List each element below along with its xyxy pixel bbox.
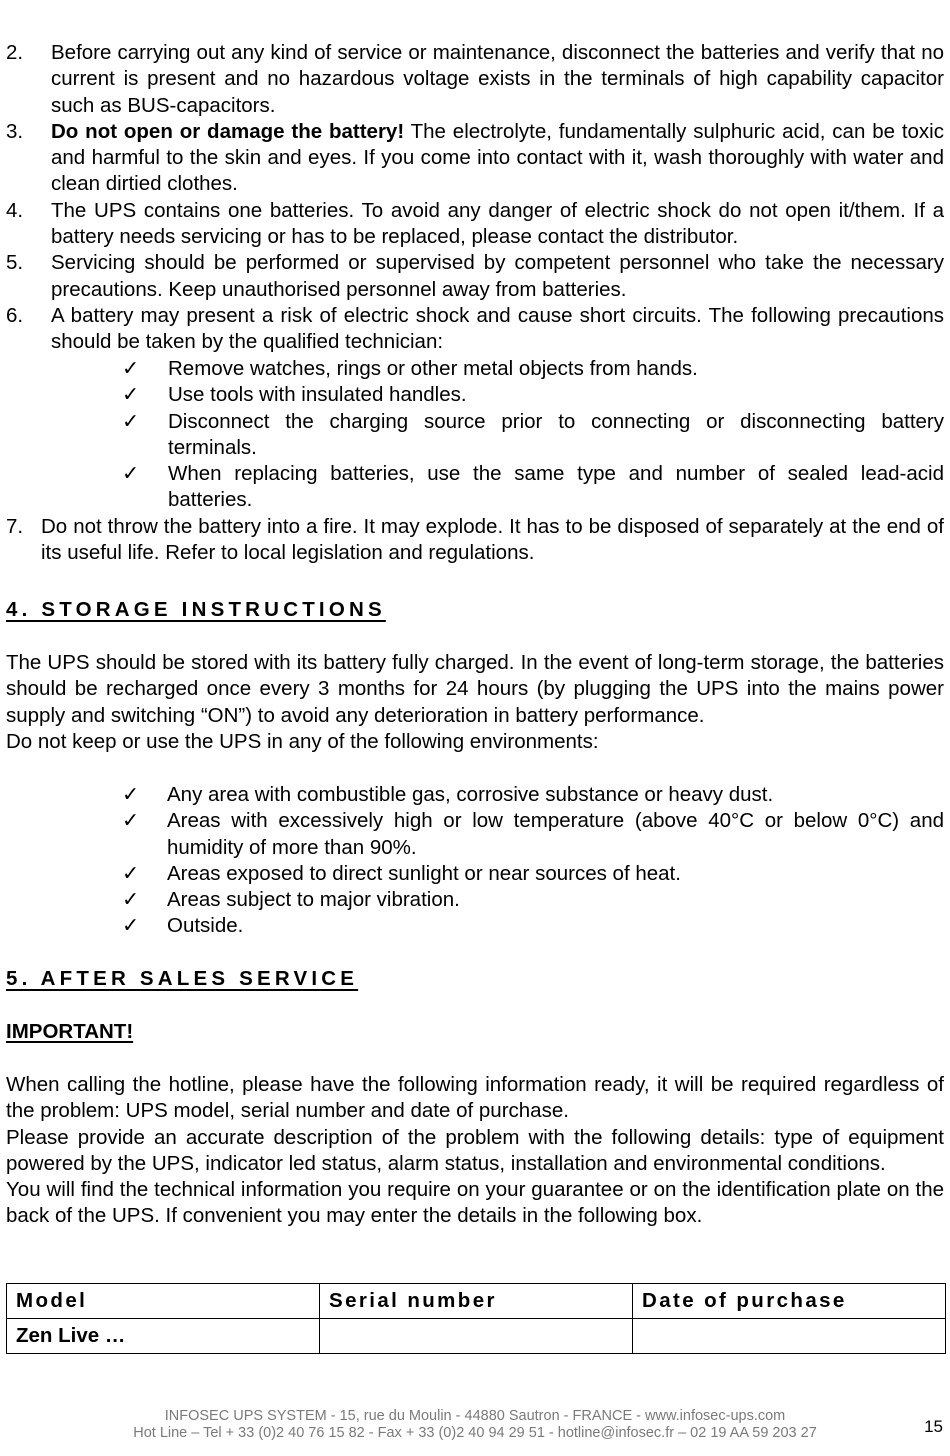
checkmark-icon: ✓ bbox=[122, 783, 140, 806]
checkmark-icon: ✓ bbox=[122, 409, 140, 433]
checkmark-icon: ✓ bbox=[122, 914, 140, 938]
service-section bbox=[6, 1072, 944, 1230]
list-item bbox=[6, 198, 944, 251]
environment-item bbox=[6, 782, 944, 808]
page-number: 15 bbox=[924, 1417, 943, 1436]
list-item bbox=[6, 514, 944, 567]
storage-section bbox=[6, 650, 944, 755]
safety-list-part1 bbox=[6, 40, 944, 356]
storage-heading bbox=[6, 597, 944, 623]
footer-address: INFOSEC UPS SYSTEM - 15, rue du Moulin - 44880 Sautron - FRANCE - www.infosec-ups.com bbox=[164, 1408, 786, 1424]
footer-hotline: Hot Line – Tel + 33 (0)2 40 76 15 82 - Fax + 33 (0)2 40 94 29 51 - hotline@infosec.fr – 02 19 AA 59 203 27 bbox=[133, 1425, 817, 1441]
precaution-item bbox=[6, 409, 944, 462]
item-text: Do not throw the battery into a fire. It may explode. It has to be disposed of separately at the end of its useful life. Refer to local legislation and regulations. bbox=[41, 515, 944, 565]
environment-item bbox=[6, 861, 944, 887]
environment-text: Areas with excessively high or low temperature (above 40°C or below 0°C) and humidity of more than 90%. bbox=[167, 809, 944, 859]
checkmark-icon: ✓ bbox=[122, 383, 140, 407]
storage-intro: Do not keep or use the UPS in any of the following environments: bbox=[6, 729, 599, 753]
precautions-list bbox=[6, 356, 944, 514]
table-row bbox=[7, 1319, 946, 1354]
service-paragraph: Please provide an accurate description of the problem with the following details: type of equipment powered by the UPS, indicator led status, alarm status, installation and environmental conditions. bbox=[6, 1125, 944, 1175]
checkmark-icon: ✓ bbox=[122, 888, 140, 912]
model-cell: Zen Live … bbox=[7, 1319, 320, 1354]
item-number: 2. bbox=[6, 41, 24, 64]
important-label: IMPORTANT! bbox=[6, 1020, 134, 1043]
precaution-text: Use tools with insulated handles. bbox=[168, 383, 467, 407]
purchase-details-table bbox=[6, 1283, 946, 1354]
page-footer bbox=[60, 1408, 890, 1442]
precaution-text: Remove watches, rings or other metal objects from hands. bbox=[168, 357, 698, 380]
checkmark-icon: ✓ bbox=[122, 462, 140, 486]
checkmark-icon: ✓ bbox=[122, 861, 140, 885]
list-item bbox=[6, 250, 944, 303]
precaution-text: When replacing batteries, use the same type and number of sealed lead-acid batteries. bbox=[168, 462, 944, 512]
item-text: The electrolyte, fundamentally sulphuric acid, can be toxic and harmful to the skin and eyes. If you come into contact with it, wash thoroughly with water and clean dirtied clothes. bbox=[51, 119, 944, 196]
item-number: 6. bbox=[6, 303, 24, 327]
environment-item bbox=[6, 913, 944, 939]
precaution-text: Disconnect the charging source prior to connecting or disconnecting battery terminals. bbox=[168, 409, 944, 459]
item-text: A battery may present a risk of electric shock and cause short circuits. The following precautions should be taken by the qualified technician: bbox=[51, 303, 944, 354]
service-heading bbox=[6, 966, 944, 992]
service-paragraph: When calling the hotline, please have the following information ready, it will be required regardless of the problem: UPS model, serial number and date of purchase. bbox=[6, 1073, 944, 1123]
section-heading: 5. AFTER SALES SERVICE bbox=[6, 967, 359, 990]
list-item bbox=[6, 303, 944, 356]
safety-list-part2 bbox=[6, 514, 944, 567]
list-item bbox=[6, 119, 944, 198]
environment-text: Any area with combustible gas, corrosive substance or heavy dust. bbox=[167, 783, 774, 806]
precaution-item bbox=[6, 356, 944, 382]
item-number: 7. bbox=[6, 515, 24, 538]
item-text: The UPS contains one batteries. To avoid any danger of electric shock do not open it/them. If a battery needs servicing or has to be replaced, please contact the distributor. bbox=[51, 198, 944, 249]
serial-cell[interactable] bbox=[320, 1319, 633, 1354]
item-text: Servicing should be performed or supervised by competent personnel who take the necessary precautions. Keep unauthorised personnel away from batteries. bbox=[51, 251, 944, 301]
precaution-item bbox=[6, 382, 944, 408]
environment-text: Areas subject to major vibration. bbox=[167, 888, 460, 912]
column-header-serial: Serial number bbox=[320, 1284, 633, 1319]
environment-item bbox=[6, 808, 944, 861]
list-item bbox=[6, 40, 944, 119]
service-paragraph: You will find the technical information you require on your guarantee or on the identification plate on the back of the UPS. If convenient you may enter the details in the following box. bbox=[6, 1178, 944, 1228]
storage-paragraph: The UPS should be stored with its battery fully charged. In the event of long-term storage, the batteries should be recharged once every 3 months for 24 hours (by plugging the UPS into the mains power supply and switching “ON”) to avoid any deterioration in battery performance. bbox=[6, 651, 944, 727]
environment-text: Outside. bbox=[167, 914, 244, 938]
checkmark-icon: ✓ bbox=[122, 809, 140, 833]
important-label-row bbox=[6, 1019, 944, 1045]
item-number: 4. bbox=[6, 198, 24, 222]
environment-text: Areas exposed to direct sunlight or near sources of heat. bbox=[167, 861, 681, 885]
environment-item bbox=[6, 887, 944, 913]
environments-list bbox=[6, 782, 944, 940]
precaution-item bbox=[6, 461, 944, 514]
column-header-model: Model bbox=[7, 1284, 320, 1319]
table-header-row bbox=[7, 1284, 946, 1319]
battery-warning: Do not open or damage the battery! bbox=[51, 119, 405, 143]
item-number: 5. bbox=[6, 251, 24, 275]
date-cell[interactable] bbox=[633, 1319, 946, 1354]
column-header-date: Date of purchase bbox=[633, 1284, 946, 1319]
item-text: Before carrying out any kind of service or maintenance, disconnect the batteries and verify that no current is present and no hazardous voltage exists in the terminals of high capability capacitor such as BUS-capacitors. bbox=[51, 41, 944, 117]
checkmark-icon: ✓ bbox=[122, 357, 140, 380]
item-number: 3. bbox=[6, 119, 24, 143]
section-heading: 4. STORAGE INSTRUCTIONS bbox=[6, 598, 386, 621]
